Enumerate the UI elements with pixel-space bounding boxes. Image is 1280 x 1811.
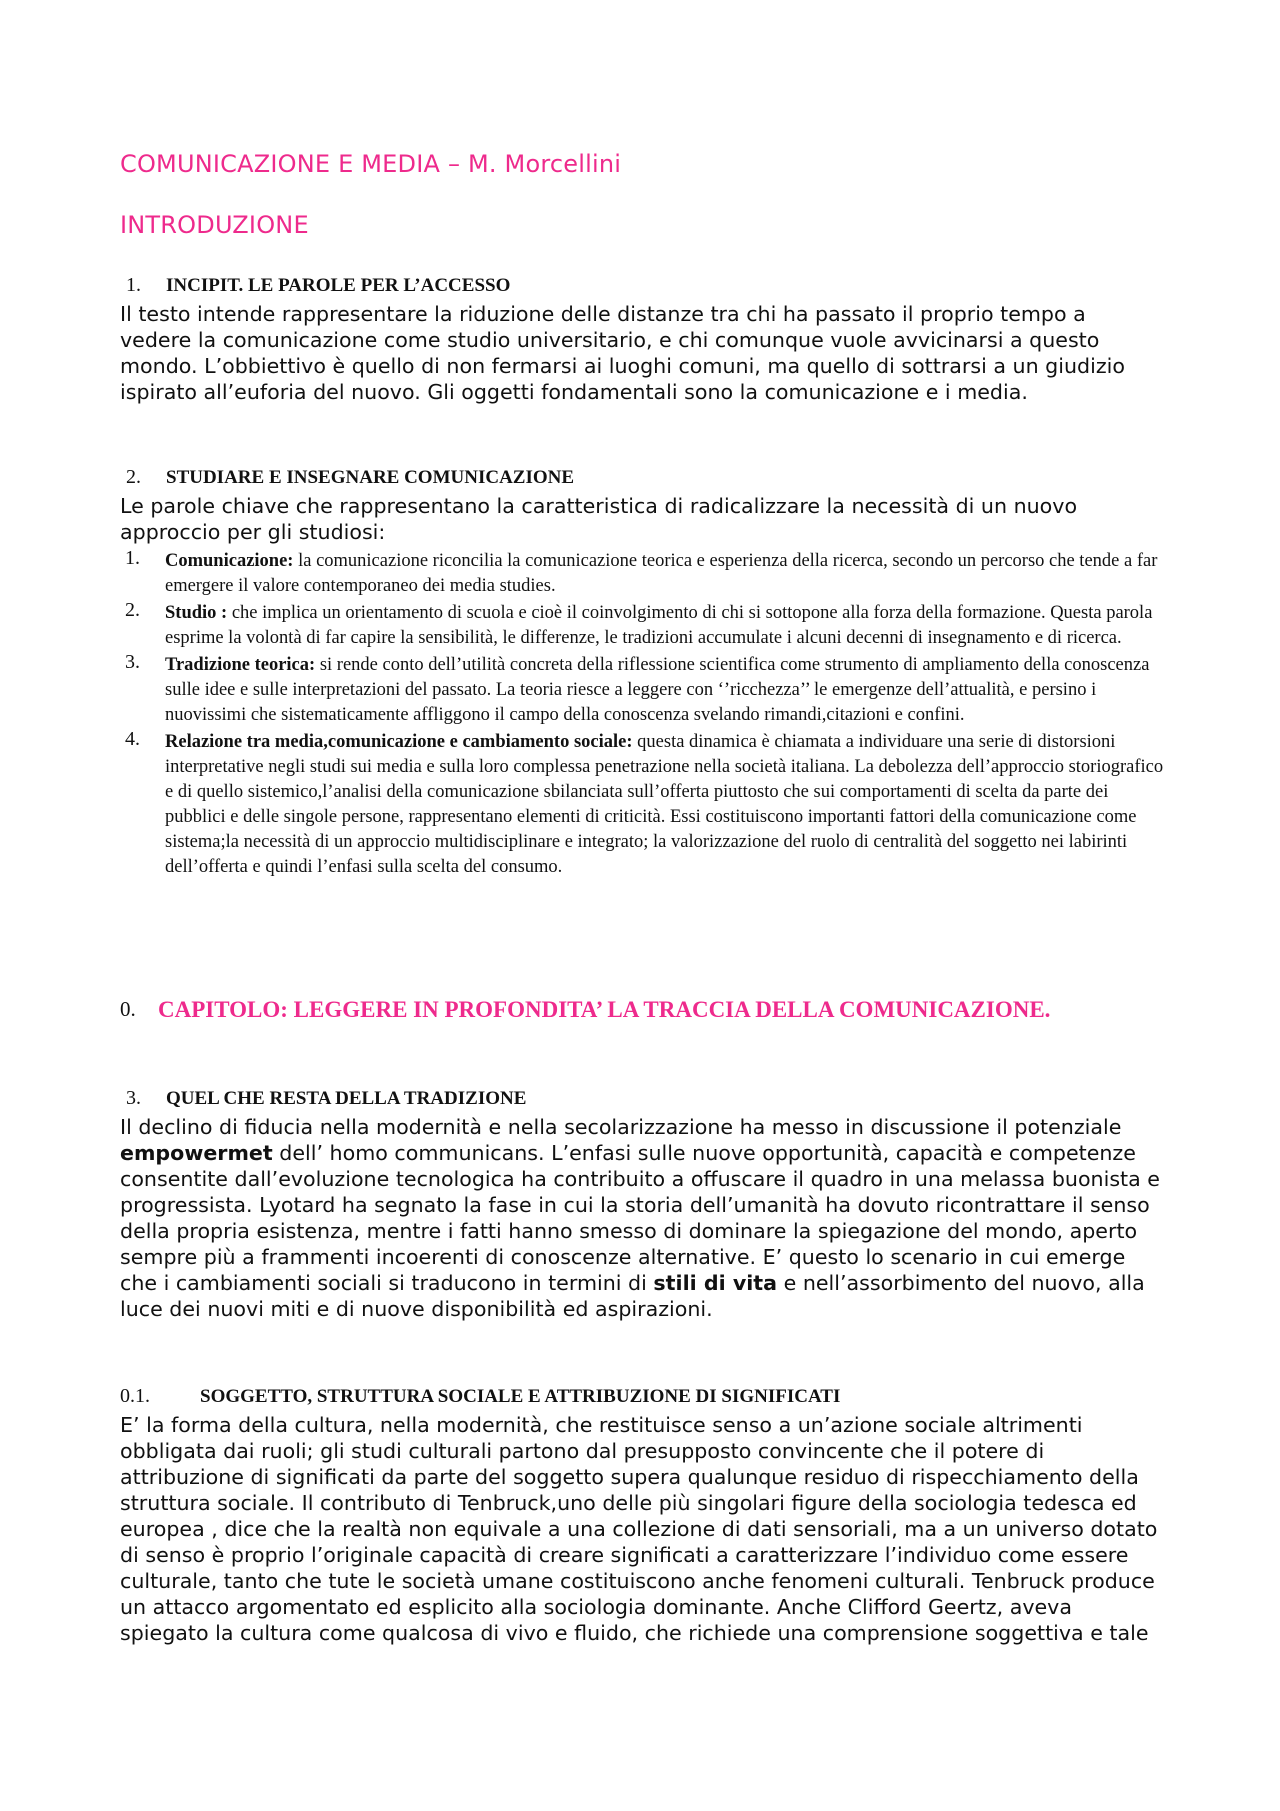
section-2-text: Le parole chiave che rappresentano la caratteristica di radicalizzare la necessità di un nuovo approccio per gli studiosi: [120,494,1078,544]
section-3-bold-term: empowermet [120,1141,273,1165]
list-item-text: la comunicazione riconcilia la comunicazione teorica e esperienza della ricerca, secondo un percorso che tende a far emergere il valore contemporaneo dei media studies. [165,551,1158,596]
list-item [120,653,1170,728]
section-1-text: Il testo intende rappresentare la riduzione delle distanze tra chi ha passato il proprio tempo a vedere la comunicazione come studio universitario, e chi comunque vuole avvicinarsi a questo mondo. L’obbiettivo è quello di non fermarsi ai luoghi comuni, ma quello di sottrarsi a un giudizio ispirato all’euforia del nuovo. Gli oggetti fondamentali sono la comunicazione e i media. [120,302,1125,404]
list-item-number: 1. [125,547,140,569]
list-item-number: 3. [125,651,140,673]
list-item-number: 4. [125,728,140,750]
section-2-title: STUDIARE E INSEGNARE COMUNICAZIONE [166,467,575,488]
list-item-text: che implica un orientamento di scuola e cioè il coinvolgimento di chi si sottopone alla forza della formazione. Questa parola esprime la volontà di far capire la sensibilità, le differenze, le tradizioni accumulate i alcuni decenni di insegnamento e di ricerca. [165,603,1153,648]
section-0-1-text: E’ la forma della cultura, nella modernità, che restituisce senso a un’azione sociale altrimenti obbligata dai ruoli; gli studi culturali partono dal presupposto convincente che il potere di attribuzione di significati da parte del soggetto supera qualunque residuo di rispecchiamento della struttura sociale. Il contributo di Tenbruck,uno delle più singolari figure della sociologia tedesca ed europea , dice che la realtà non equivale a una collezione di dati sensoriali, ma a un universo dotato di senso è proprio l’originale capacità di creare significati a caratterizzare l’individuo come essere culturale, tanto che tute le società umane costituiscono anche fenomeni culturali. Tenbruck produce un attacco argomentato ed esplicito alla sociologia dominante. Anche Clifford Geertz, aveva spiegato la cultura come qualcosa di vivo e fluido, che richiede una comprensione soggettiva e tale [120,1413,1158,1645]
section-3-text [120,1114,1160,1322]
section-3-bold-term: stili di vita [653,1271,778,1295]
list-item-term: Tradizione teorica: [165,655,316,675]
list-item-text: si rende conto dell’utilità concreta della riflessione scientifica come strumento di ampliamento della conoscenza sulle idee e sulle interpretazioni del passato. La teoria riesce a leggere con ‘’ricchezza’’ le emergenze dell’attualità, e persino i nuovissimi che sistematicamente affliggono il campo della conoscenza svelando rimandi,citazioni e confini. [165,655,1150,725]
intro-heading: INTRODUZIONE [120,211,309,239]
section-0-1-number: 0.1. [120,1385,150,1407]
section-3-text-part: e nell’assorbimento del nuovo, alla luce dei nuovi miti e di nuove disponibilità ed aspirazioni. [120,1271,1145,1321]
section-3-text-part: Il declino di fiducia nella modernità e nella secolarizzazione ha messo in discussione il potenziale [120,1115,1122,1139]
section-2-number: 2. [126,466,141,488]
section-1-title: INCIPIT. LE PAROLE PER L’ACCESSO [166,275,511,296]
list-item [120,601,1170,651]
section-3-heading [126,1087,526,1110]
list-item [120,730,1170,880]
list-item-term: Relazione tra media,comunicazione e cambiamento sociale: [165,732,633,752]
list-item-term: Comunicazione: [165,551,294,571]
section-1-heading [126,274,510,297]
list-item-number: 2. [125,599,140,621]
section-3-text-part: dell’ homo communicans. L’enfasi sulle nuove opportunità, capacità e competenze consentite dall’evoluzione tecnologica ha contribuito a offuscare il quadro in una melassa buonista e progressista. Lyotard ha segnato la fase in cui la storia dell’umanità ha dovuto ricontrattare il senso della propria esistenza, mentre i fatti hanno smesso di dominare la spiegazione del mondo, aperto sempre più a frammenti incoerenti di conoscenze alternative. E’ questo lo scenario in cui emerge che i cambiamenti sociali si traducono in termini di [120,1141,1160,1295]
list-item [120,549,1170,599]
section-3-number: 3. [126,1087,141,1109]
document-title: COMUNICAZIONE E MEDIA – M. Morcellini [120,150,622,178]
chapter-title: CAPITOLO: LEGGERE IN PROFONDITA’ LA TRACCIA DELLA COMUNICAZIONE. [158,997,1051,1022]
section-0-1-heading [120,1385,840,1408]
section-0-1-title: SOGGETTO, STRUTTURA SOCIALE E ATTRIBUZIONE DI SIGNIFICATI [200,1386,841,1407]
keyword-list [120,549,1170,882]
chapter-heading [120,995,1160,1024]
list-item-text: questa dinamica è chiamata a individuare una serie di distorsioni interpretative negli studi sui media e sulla loro complessa penetrazione nella società italiana. La debolezza dell’approccio storiografico e di quello sistemico,l’analisi della comunicazione sbilanciata sull’offerta piuttosto che sui comportamenti di scelta da parte dei pubblici e delle singole persone, rappresentano elementi di criticità. Essi costituiscono importanti fattori della comunicazione come sistema;la necessità di un approccio multidisciplinare e integrato; la valorizzazione del ruolo di centralità del soggetto nei labirinti dell’offerta e quindi l’enfasi sulla scelta del consumo. [165,732,1164,877]
list-item-term: Studio : [165,603,228,623]
section-2-heading [126,466,574,489]
section-1-number: 1. [126,274,141,296]
chapter-number: 0. [120,997,136,1021]
section-3-title: QUEL CHE RESTA DELLA TRADIZIONE [166,1088,527,1109]
